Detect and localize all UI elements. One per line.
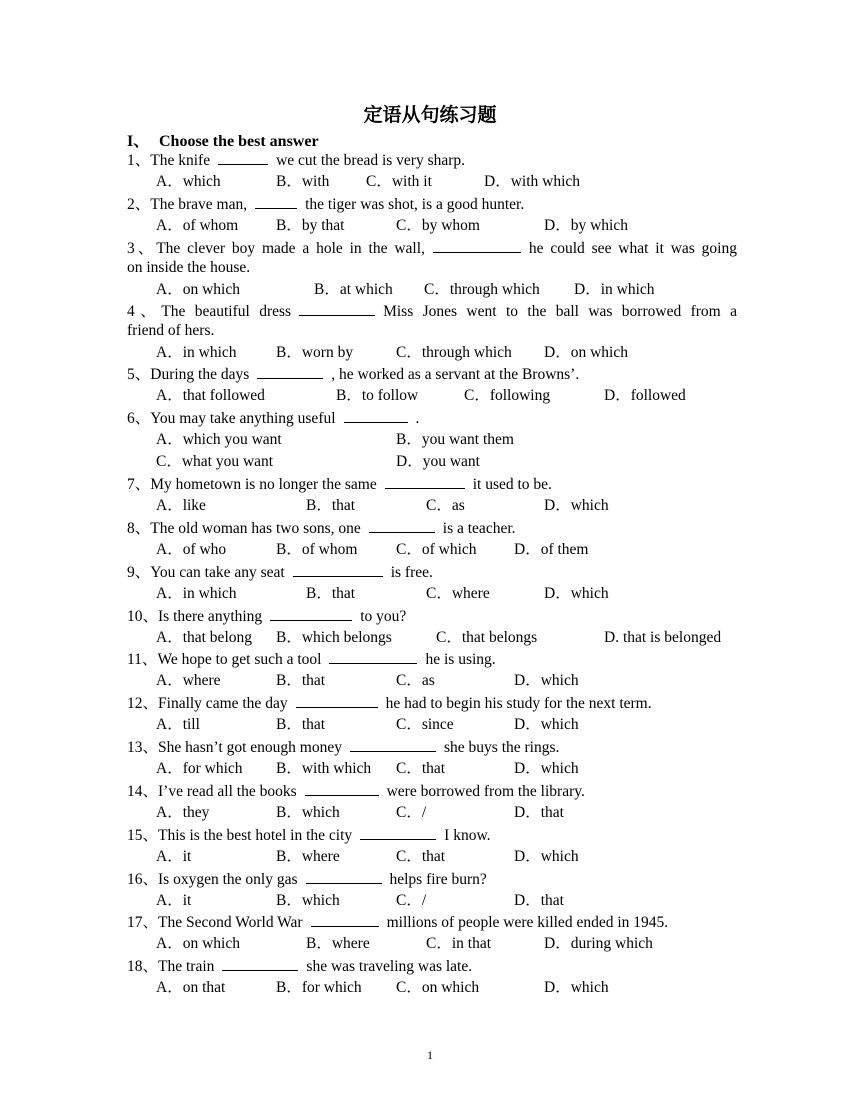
option-a: A．like <box>156 497 206 514</box>
option-c: C．what you want <box>156 453 274 470</box>
option-d: D．on which <box>544 344 628 361</box>
question-text-before: She hasn’t got enough money <box>158 739 342 756</box>
question-text-after: it used to be. <box>472 476 552 493</box>
option-row <box>156 215 746 237</box>
option-a: A．that followed <box>156 387 265 404</box>
question-text-after: she buys the rings. <box>444 739 560 756</box>
question-number: 3、 <box>127 240 157 257</box>
option-b: B．that <box>276 672 326 689</box>
option-a: A．on which <box>156 281 240 298</box>
option-d: D．which <box>514 716 579 733</box>
question-number: 17、 <box>127 914 159 931</box>
question-5 <box>127 363 737 386</box>
option-d: D．that <box>514 892 564 909</box>
option-row <box>156 171 746 193</box>
question-text-after: he could see what it was going <box>528 240 737 257</box>
option-row <box>156 933 746 955</box>
question-number: 9、 <box>127 564 151 581</box>
question-text-before: The old woman has two sons, one <box>150 520 361 537</box>
option-row <box>156 495 746 517</box>
option-c: C．/ <box>396 804 427 821</box>
option-b: B．for which <box>276 979 362 996</box>
question-text-after: millions of people were killed ended in 1945. <box>386 914 669 931</box>
option-c: C．following <box>464 387 551 404</box>
option-a: A．on which <box>156 935 240 952</box>
option-c: C．that belongs <box>436 629 538 646</box>
question-text-before: The train <box>158 958 215 975</box>
question-number: 12、 <box>127 695 159 712</box>
option-row <box>156 670 746 692</box>
option-b: B．which belongs <box>276 629 392 646</box>
question-6 <box>127 407 737 430</box>
question-2 <box>127 193 737 216</box>
answer-blank <box>350 736 436 752</box>
question-text-before: You can take any seat <box>150 564 285 581</box>
option-c: C．with it <box>366 173 432 190</box>
option-b: B．of whom <box>276 541 358 558</box>
question-text-before: The brave man, <box>150 196 248 213</box>
question-text-after: she was traveling was late. <box>306 958 473 975</box>
option-a: A．of who <box>156 541 227 558</box>
option-row <box>156 429 746 451</box>
option-b: B．where <box>306 935 370 952</box>
question-9 <box>127 561 737 584</box>
option-b: B．that <box>276 716 326 733</box>
option-c: C．that <box>396 848 446 865</box>
answer-blank <box>369 517 435 533</box>
question-text-after: . <box>415 410 420 427</box>
question-1 <box>127 149 737 172</box>
answer-blank <box>293 561 383 577</box>
question-text-after: Miss Jones went to the ball was borrowed from a <box>383 303 737 320</box>
option-b: B．that <box>306 585 356 602</box>
option-a: A．it <box>156 892 192 909</box>
question-number: 14、 <box>127 783 159 800</box>
page-number: 1 <box>427 1048 433 1062</box>
question-number: 5、 <box>127 366 151 383</box>
option-b: B．that <box>306 497 356 514</box>
question-number: 15、 <box>127 827 159 844</box>
option-a: A．till <box>156 716 200 733</box>
option-b: B．by that <box>276 217 345 234</box>
section-number: I、 <box>127 133 150 150</box>
question-text-after: helps fire burn? <box>389 871 487 888</box>
question-text-before: Is oxygen the only gas <box>158 871 298 888</box>
question-text-before: We hope to get such a tool <box>157 651 322 668</box>
question-number: 10、 <box>127 608 159 625</box>
option-a: A．of whom <box>156 217 239 234</box>
answer-blank <box>360 824 436 840</box>
option-b: B．which <box>276 804 340 821</box>
option-b: B．where <box>276 848 340 865</box>
section-title: Choose the best answer <box>159 133 319 150</box>
option-b: B．to follow <box>336 387 419 404</box>
question-text-after: the tiger was shot, is a good hunter. <box>305 196 525 213</box>
option-a: A．which you want <box>156 431 282 448</box>
option-b: B．which <box>276 892 340 909</box>
question-11 <box>127 648 737 671</box>
option-d: D．which <box>514 848 579 865</box>
option-row <box>156 583 746 605</box>
question-number: 16、 <box>127 871 159 888</box>
option-d: D．by which <box>544 217 628 234</box>
option-row <box>156 714 746 736</box>
option-a: A．that belong <box>156 629 252 646</box>
option-d: D．in which <box>574 281 655 298</box>
question-text-before: I’ve read all the books <box>158 783 297 800</box>
answer-blank <box>306 868 382 884</box>
question-continuation: on inside the house. <box>127 259 251 276</box>
question-16 <box>127 868 737 891</box>
option-row <box>156 385 746 407</box>
question-15 <box>127 824 737 847</box>
option-row <box>156 802 746 824</box>
option-d: D．which <box>514 672 579 689</box>
option-d: D．which <box>544 585 609 602</box>
option-b: B．with which <box>276 760 372 777</box>
answer-blank <box>433 237 521 253</box>
option-row <box>156 451 746 473</box>
question-12 <box>127 692 737 715</box>
question-number: 13、 <box>127 739 159 756</box>
option-row <box>156 279 746 301</box>
option-c: C．that <box>396 760 446 777</box>
question-number: 1、 <box>127 152 151 169</box>
option-a: A．where <box>156 672 221 689</box>
option-c: C．in that <box>426 935 492 952</box>
question-text-before: During the days <box>150 366 250 383</box>
option-d: D．which <box>544 979 609 996</box>
option-c: C．where <box>426 585 490 602</box>
option-c: C．by whom <box>396 217 480 234</box>
question-text-before: You may take anything useful <box>150 410 336 427</box>
question-13 <box>127 736 737 759</box>
question-text-after: he had to begin his study for the next term. <box>385 695 652 712</box>
option-b: B．you want them <box>396 431 514 448</box>
option-c: C．/ <box>396 892 427 909</box>
question-number: 2、 <box>127 196 151 213</box>
option-c: C．since <box>396 716 454 733</box>
option-d: D. that is belonged <box>604 629 722 646</box>
answer-blank <box>270 605 352 621</box>
page-title: 定语从句练习题 <box>363 104 497 126</box>
answer-blank <box>311 911 379 927</box>
option-row <box>156 890 746 912</box>
question-text-before: The Second World War <box>158 914 303 931</box>
option-d: D．you want <box>396 453 480 470</box>
option-a: A．which <box>156 173 221 190</box>
option-b: B．worn by <box>276 344 354 361</box>
question-text-before: The clever boy made a hole in the wall, <box>156 240 425 257</box>
option-c: C．through which <box>424 281 540 298</box>
question-text-after: is a teacher. <box>442 520 516 537</box>
question-number: 18、 <box>127 958 159 975</box>
answer-blank <box>385 473 465 489</box>
option-b: B．at which <box>314 281 393 298</box>
option-d: D．with which <box>484 173 581 190</box>
question-number: 11、 <box>127 651 158 668</box>
option-a: A．it <box>156 848 192 865</box>
answer-blank <box>255 193 297 209</box>
option-row <box>156 627 746 649</box>
option-c: C．on which <box>396 979 480 996</box>
option-d: D．of them <box>514 541 589 558</box>
answer-blank <box>305 780 379 796</box>
option-d: D．followed <box>604 387 686 404</box>
option-b: B．with <box>276 173 330 190</box>
question-number: 4、 <box>127 303 162 320</box>
option-c: C．through which <box>396 344 512 361</box>
question-text-before: Is there anything <box>158 608 263 625</box>
option-row <box>156 846 746 868</box>
question-text-after: , he worked as a servant at the Browns’. <box>331 366 580 383</box>
answer-blank <box>257 363 323 379</box>
option-d: D．during which <box>544 935 653 952</box>
question-text-after: is free. <box>390 564 433 581</box>
answer-blank <box>329 648 417 664</box>
option-a: A．in which <box>156 344 237 361</box>
option-a: A．on that <box>156 979 226 996</box>
question-14 <box>127 780 737 803</box>
question-10 <box>127 605 737 628</box>
question-text-after: he is using. <box>425 651 496 668</box>
question-text-after: to you? <box>360 608 407 625</box>
question-text-before: Finally came the day <box>158 695 288 712</box>
option-row <box>156 758 746 780</box>
question-17 <box>127 911 737 934</box>
option-row <box>156 539 746 561</box>
question-continuation: friend of hers. <box>127 322 215 339</box>
option-d: D．that <box>514 804 564 821</box>
section-heading <box>127 128 319 151</box>
question-number: 7、 <box>127 476 151 493</box>
question-text-before: My hometown is no longer the same <box>150 476 377 493</box>
question-text-after: I know. <box>444 827 491 844</box>
question-text-after: were borrowed from the library. <box>386 783 585 800</box>
option-a: A．for which <box>156 760 243 777</box>
question-text-before: The beautiful dress <box>161 303 292 320</box>
question-text-after: we cut the bread is very sharp. <box>276 152 466 169</box>
question-18 <box>127 955 737 978</box>
answer-blank <box>344 407 408 423</box>
option-d: D．which <box>514 760 579 777</box>
question-number: 8、 <box>127 520 151 537</box>
question-8 <box>127 517 737 540</box>
option-c: C．as <box>426 497 465 514</box>
question-7 <box>127 473 737 496</box>
question-text-before: This is the best hotel in the city <box>158 827 353 844</box>
answer-blank <box>299 300 375 316</box>
answer-blank <box>296 692 378 708</box>
question-number: 6、 <box>127 410 151 427</box>
option-a: A．in which <box>156 585 237 602</box>
option-c: C．as <box>396 672 435 689</box>
option-row <box>156 342 746 364</box>
answer-blank <box>218 149 268 165</box>
answer-blank <box>222 955 298 971</box>
option-c: C．of which <box>396 541 477 558</box>
question-text-before: The knife <box>150 152 211 169</box>
option-row <box>156 977 746 999</box>
option-a: A．they <box>156 804 210 821</box>
option-d: D．which <box>544 497 609 514</box>
